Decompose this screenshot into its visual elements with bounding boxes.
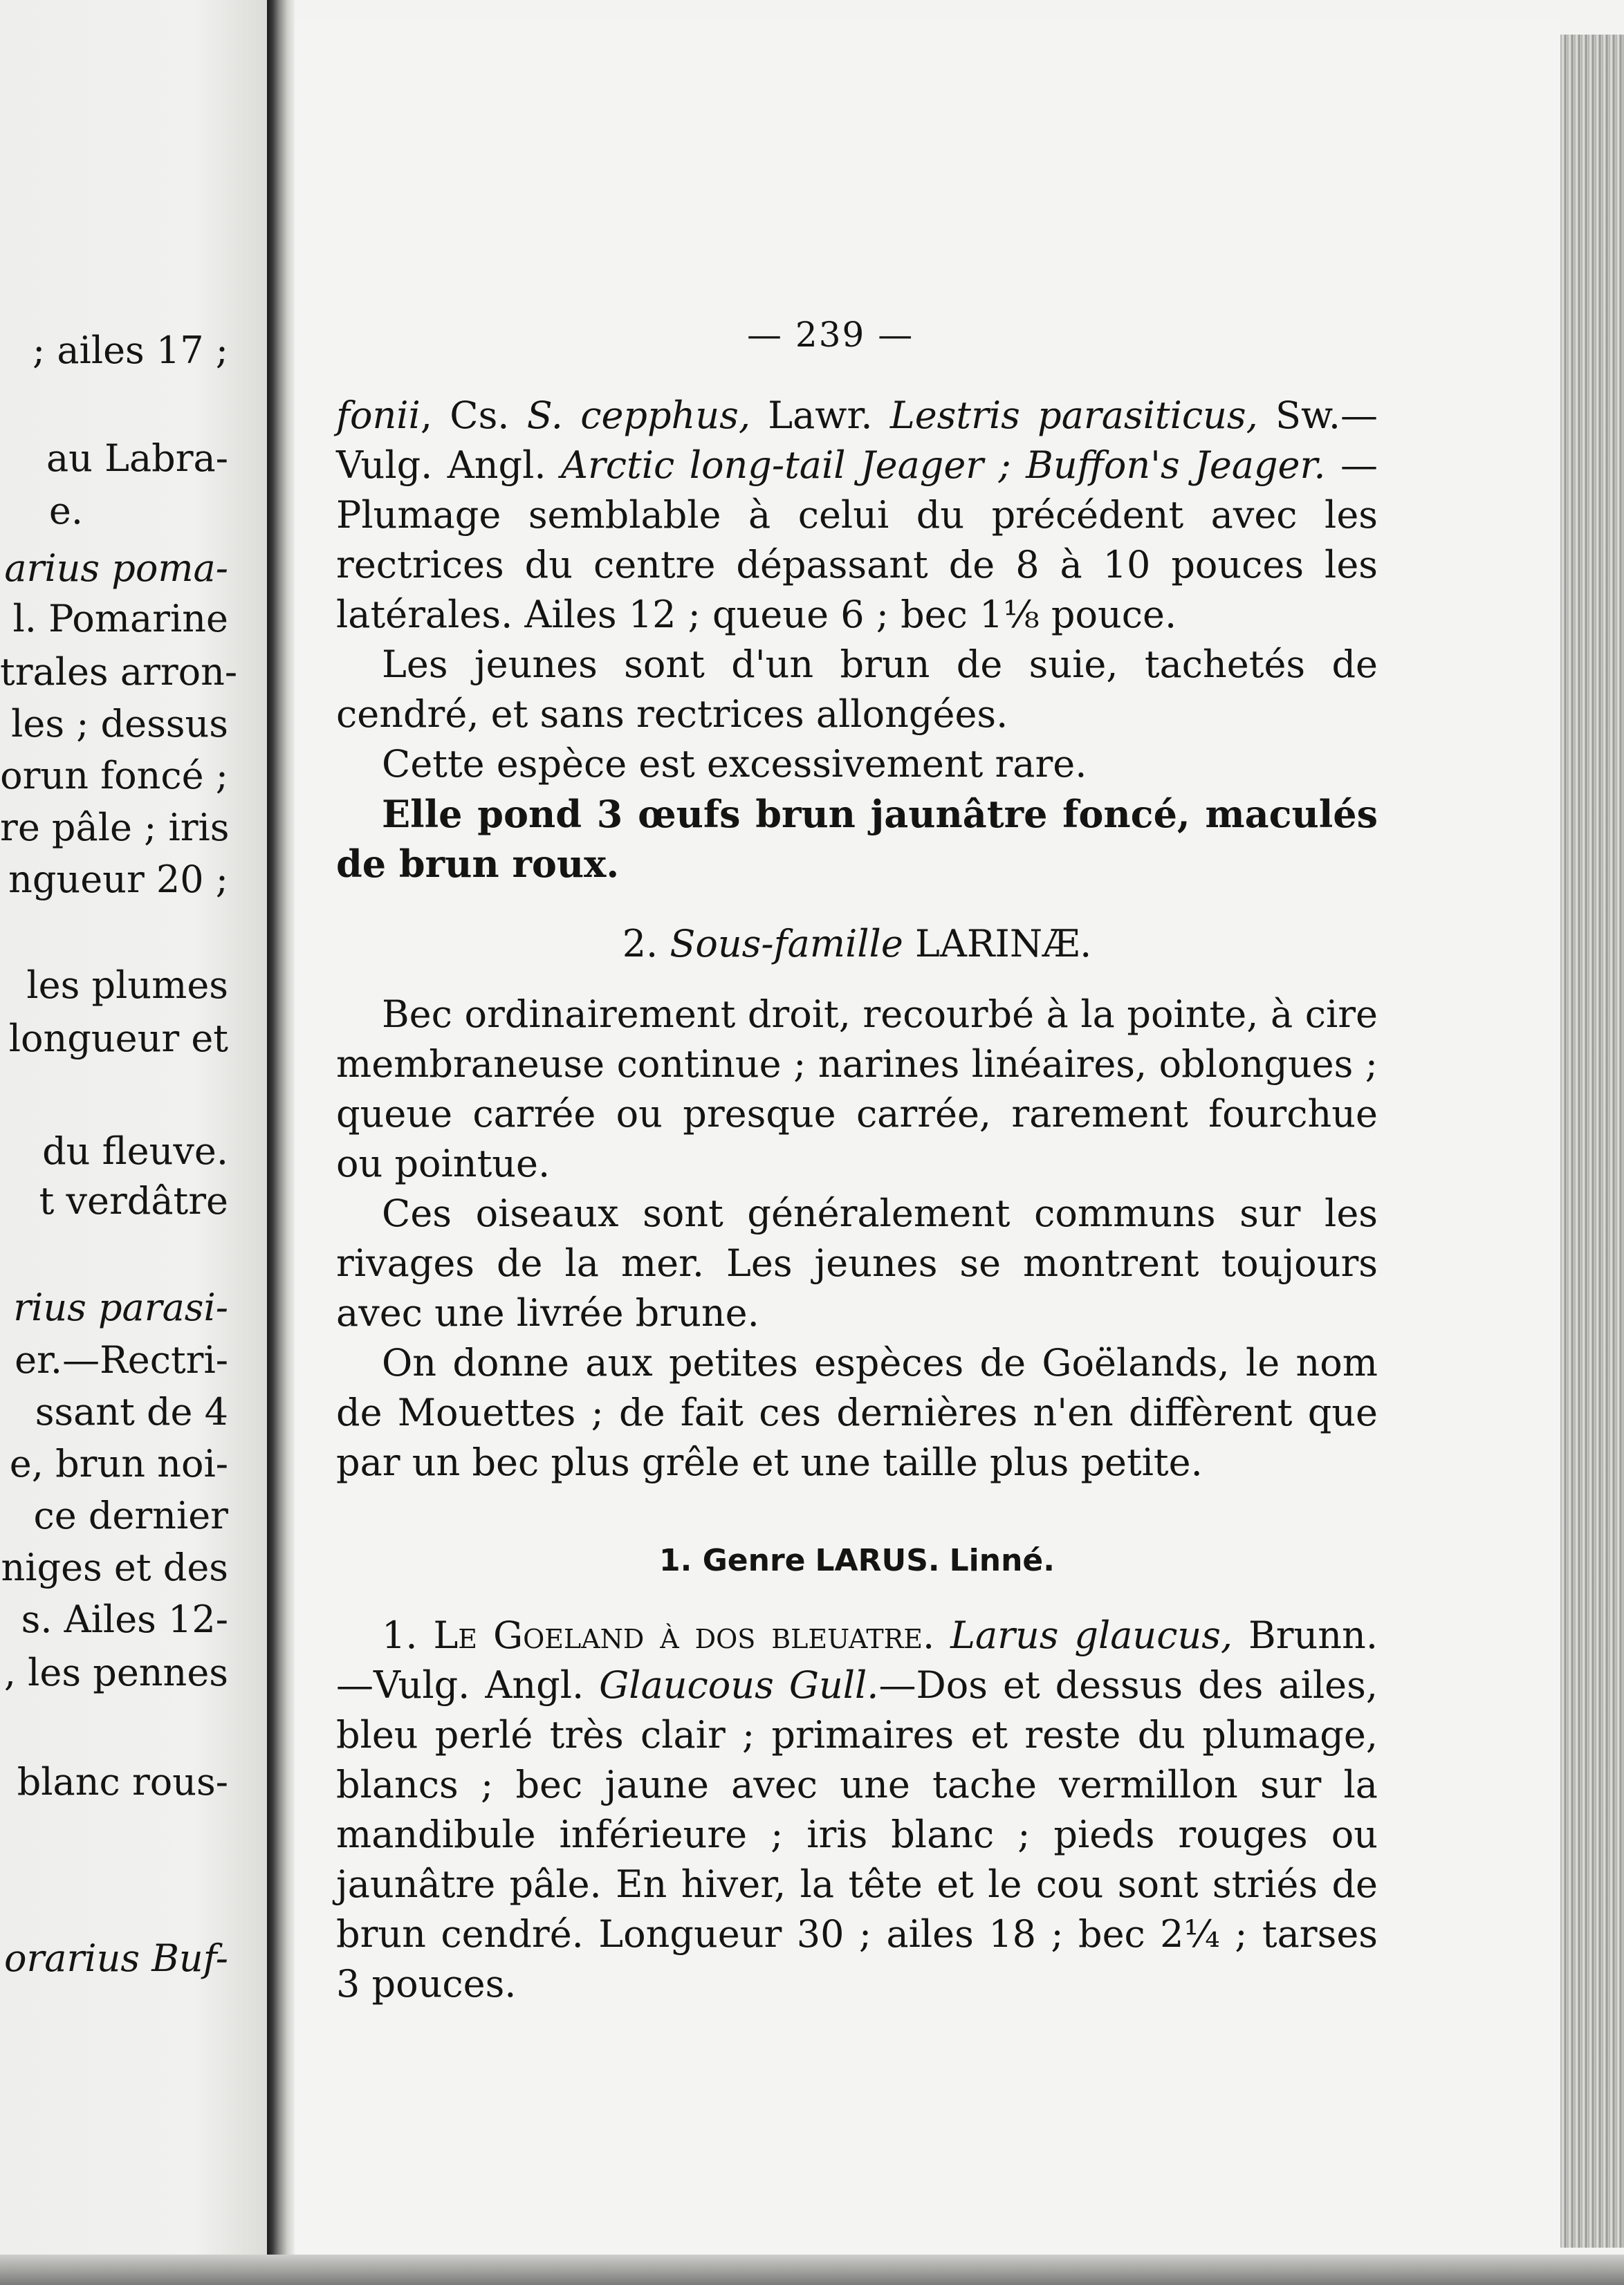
left-fragment: rius parasi- xyxy=(13,1286,228,1329)
page-number: — 239 — xyxy=(747,315,914,355)
paragraph: Bec ordinairement droit, recourbé à la pointe, à cire membraneuse continue ; narines linéaires, oblongues ; queue carrée ou presque carrée, rarement fourchue ou pointue. xyxy=(336,992,1378,1185)
left-fragment: e. xyxy=(48,489,83,533)
left-fragment: arius poma- xyxy=(4,546,228,590)
main-text xyxy=(336,391,1378,2009)
left-fragment: e, brun noi- xyxy=(9,1442,228,1486)
left-fragment: niges et des xyxy=(1,1546,228,1589)
book-gutter xyxy=(267,0,295,2285)
subfamily-heading: 2. Sous-famille LARINÆ. xyxy=(622,922,1092,965)
left-fragment: trales arron- xyxy=(0,650,238,694)
page-edges xyxy=(1560,35,1624,2248)
paragraph: Les jeunes sont d'un brun de suie, tachetés de cendré, et sans rectrices allongées. xyxy=(336,642,1378,736)
left-fragment: ; ailes 17 ; xyxy=(33,329,228,372)
left-fragment: ssant de 4 xyxy=(35,1390,228,1434)
bottom-edge xyxy=(0,2255,1624,2285)
genus-heading: 1. Genre LARUS. Linné. xyxy=(659,1543,1055,1578)
left-fragment: orun foncé ; xyxy=(0,754,228,797)
left-fragment: les ; dessus xyxy=(11,702,228,746)
paragraph: Ces oiseaux sont généralement communs sur les rivages de la mer. Les jeunes se montrent toujours avec une livrée brune. xyxy=(336,1192,1378,1335)
left-fragment: s. Ailes 12- xyxy=(21,1598,228,1641)
left-fragment: les plumes xyxy=(26,963,228,1007)
paragraph: Elle pond 3 œufs brun jaunâtre foncé, maculés de brun roux. xyxy=(336,792,1378,886)
left-fragment: ce dernier xyxy=(33,1494,228,1537)
left-fragment: , les pennes xyxy=(3,1651,228,1694)
left-fragment: re pâle ; iris xyxy=(0,806,230,849)
paragraph-continuation: fonii, Cs. S. cepphus, Lawr. Lestris parasiticus, Sw.—Vulg. Angl. Arctic long-tail Jeager ; Buffon's Jeager. —Plumage semblable à celui du précédent avec les rectrices du centre dépassant de 8 à 10 pouces les latérales. Ailes 12 ; queue 6 ; bec 1⅛ pouce. xyxy=(336,394,1378,636)
left-fragment: ngueur 20 ; xyxy=(8,858,228,901)
left-fragment: l. Pomarine xyxy=(12,597,228,640)
left-fragment: du fleuve. xyxy=(42,1129,228,1173)
left-fragment: au Labra- xyxy=(46,436,228,480)
left-fragment: orarius Buf- xyxy=(3,1936,228,1980)
left-page xyxy=(0,0,277,2285)
paragraph: On donne aux petites espèces de Goëlands, le nom de Mouettes ; de fait ces dernières n'en diffèrent que par un bec plus grêle et une taille plus petite. xyxy=(336,1341,1378,1484)
left-fragment: longueur et xyxy=(8,1017,228,1060)
left-fragment: t verdâtre xyxy=(39,1179,228,1223)
paragraph: Cette espèce est excessivement rare. xyxy=(382,742,1087,786)
species-entry: 1. Le Goeland à dos bleuatre. Larus glaucus, Brunn.—Vulg. Angl. Glaucous Gull.—Dos et dessus des ailes, bleu perlé très clair ; primaires et reste du plumage, blancs ; bec jaune avec une tache vermillon sur la mandibule inférieure ; iris blanc ; pieds rouges ou jaunâtre pâle. En hiver, la tête et le cou sont striés de brun cendré. Longueur 30 ; ailes 18 ; bec 2¼ ; tarses 3 pouces. xyxy=(336,1613,1378,2006)
left-fragment: blanc rous- xyxy=(17,1760,228,1804)
left-fragment: er.—Rectri- xyxy=(15,1338,228,1382)
